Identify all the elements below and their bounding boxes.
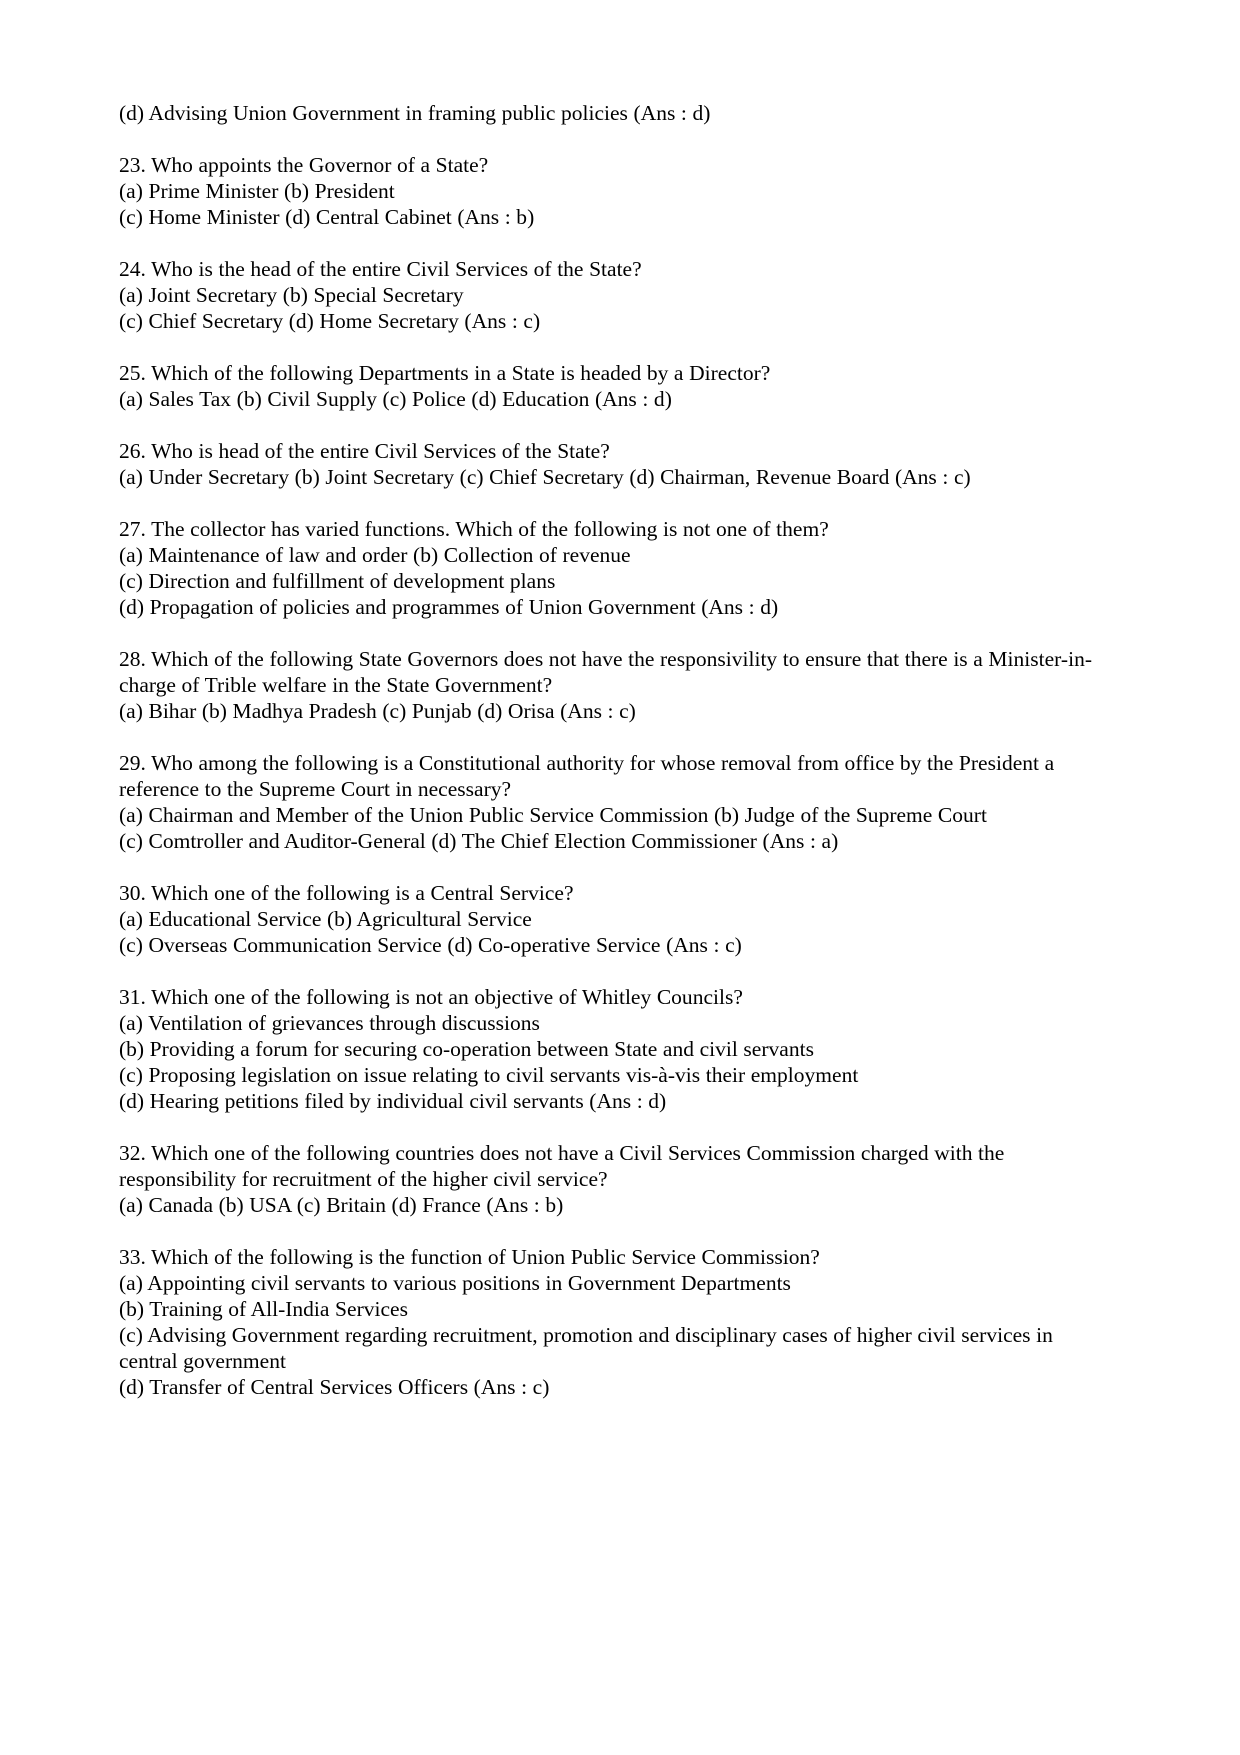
option-line: (a) Chairman and Member of the Union Public Service Commission (b) Judge of the Supreme Court [119,803,987,827]
question-block-29 [119,750,1098,854]
option-line: (a) Bihar (b) Madhya Pradesh (c) Punjab (d) Orisa (Ans : c) [119,699,636,723]
option-line: (a) Ventilation of grievances through discussions [119,1011,540,1035]
question-block-30 [119,880,1098,958]
option-line: (c) Proposing legislation on issue relating to civil servants vis-à-vis their employment [119,1063,859,1087]
question-text: 28. Which of the following State Governors does not have the responsivility to ensure that there is a Minister-in-charge of Trible welfare in the State Government? [119,647,1092,697]
document-body [119,100,1098,1400]
option-line: (a) Sales Tax (b) Civil Supply (c) Police (d) Education (Ans : d) [119,387,672,411]
question-block-23 [119,152,1098,230]
question-text: 33. Which of the following is the function of Union Public Service Commission? [119,1245,820,1269]
option-line: (c) Advising Government regarding recruitment, promotion and disciplinary cases of higher civil services in central government [119,1323,1053,1373]
option-line: (c) Comtroller and Auditor-General (d) The Chief Election Commissioner (Ans : a) [119,829,839,853]
question-block-24 [119,256,1098,334]
carryover-option-line: (d) Advising Union Government in framing public policies (Ans : d) [119,101,711,125]
question-block-28 [119,646,1098,724]
question-text: 25. Which of the following Departments in a State is headed by a Director? [119,361,771,385]
option-line: (a) Educational Service (b) Agricultural Service [119,907,532,931]
option-line: (d) Propagation of policies and programmes of Union Government (Ans : d) [119,595,779,619]
question-text: 27. The collector has varied functions. Which of the following is not one of them? [119,517,829,541]
option-line: (c) Direction and fulfillment of development plans [119,569,556,593]
option-line: (d) Hearing petitions filed by individual civil servants (Ans : d) [119,1089,667,1113]
option-line: (c) Home Minister (d) Central Cabinet (Ans : b) [119,205,535,229]
option-line: (d) Transfer of Central Services Officers (Ans : c) [119,1375,550,1399]
question-text: 32. Which one of the following countries does not have a Civil Services Commission charged with the responsibility for recruitment of the higher civil service? [119,1141,1005,1191]
question-text: 26. Who is head of the entire Civil Services of the State? [119,439,610,463]
question-block-32 [119,1140,1098,1218]
option-line: (a) Appointing civil servants to various positions in Government Departments [119,1271,791,1295]
question-block-33 [119,1244,1098,1400]
question-block-26 [119,438,1098,490]
carryover-option-block [119,100,1098,126]
option-line: (b) Training of All-India Services [119,1297,408,1321]
question-text: 31. Which one of the following is not an objective of Whitley Councils? [119,985,743,1009]
question-block-27 [119,516,1098,620]
option-line: (a) Under Secretary (b) Joint Secretary (c) Chief Secretary (d) Chairman, Revenue Board (Ans : c) [119,465,971,489]
question-block-31 [119,984,1098,1114]
option-line: (a) Joint Secretary (b) Special Secretary [119,283,464,307]
question-block-25 [119,360,1098,412]
question-text: 30. Which one of the following is a Central Service? [119,881,574,905]
question-text: 24. Who is the head of the entire Civil Services of the State? [119,257,642,281]
option-line: (a) Maintenance of law and order (b) Collection of revenue [119,543,631,567]
question-text: 23. Who appoints the Governor of a State? [119,153,489,177]
option-line: (c) Overseas Communication Service (d) Co-operative Service (Ans : c) [119,933,742,957]
option-line: (a) Canada (b) USA (c) Britain (d) France (Ans : b) [119,1193,564,1217]
option-line: (c) Chief Secretary (d) Home Secretary (Ans : c) [119,309,541,333]
question-text: 29. Who among the following is a Constitutional authority for whose removal from office by the President a reference to the Supreme Court in necessary? [119,751,1055,801]
option-line: (b) Providing a forum for securing co-operation between State and civil servants [119,1037,814,1061]
option-line: (a) Prime Minister (b) President [119,179,395,203]
